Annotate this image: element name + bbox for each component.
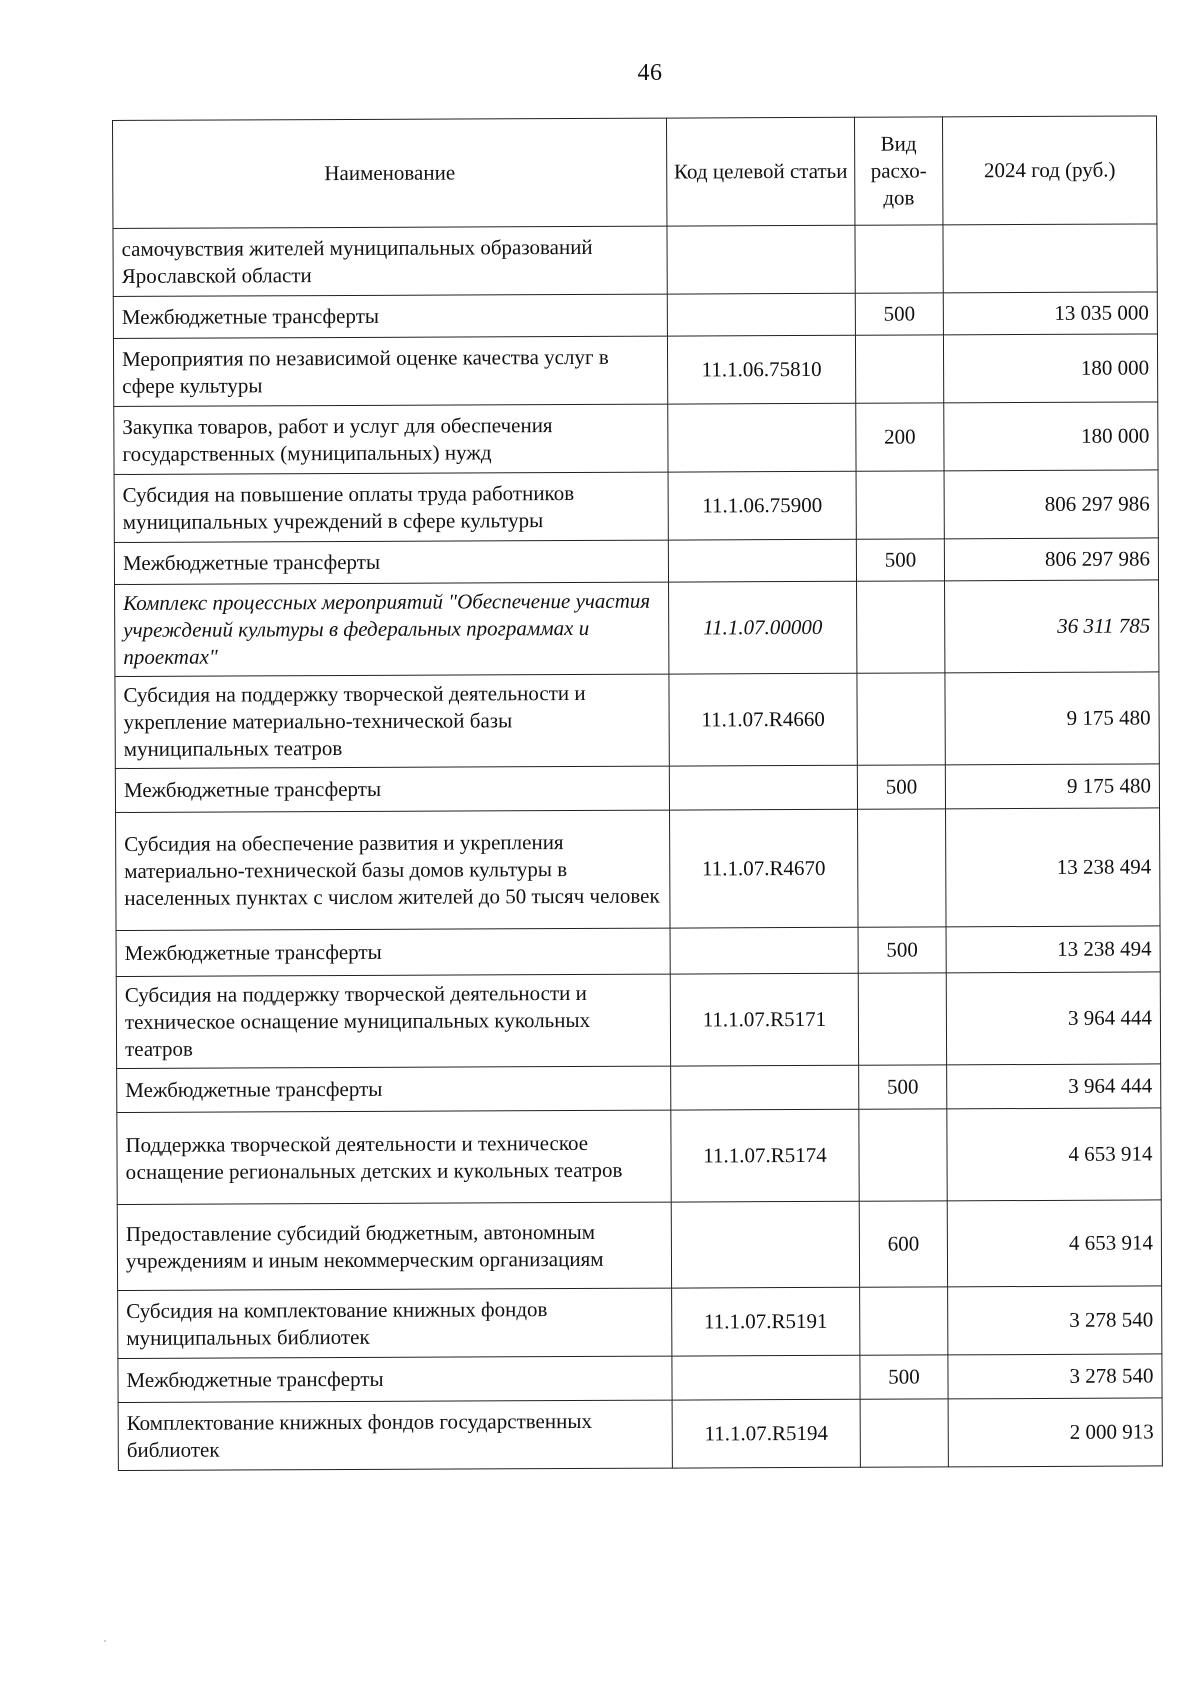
cell-code: 11.1.07.R5174 xyxy=(671,1109,859,1202)
cell-type xyxy=(857,673,945,765)
header-name: Наименование xyxy=(113,118,667,228)
cell-name: Межбюджетные трансферты xyxy=(113,294,667,338)
cell-amount: 806 297 986 xyxy=(944,470,1158,539)
table-row xyxy=(115,764,1159,813)
cell-code xyxy=(669,765,857,810)
cell-name: Субсидия на повышение оплаты труда работников муниципальных учреждений в сфере культуры xyxy=(114,472,668,542)
cell-amount: 9 175 480 xyxy=(945,672,1159,765)
cell-name: Закупка товаров, работ и услуг для обеспечения государственных (муниципальных) нужд xyxy=(114,404,668,474)
cell-amount: 9 175 480 xyxy=(945,764,1159,809)
cell-amount: 4 653 914 xyxy=(947,1108,1161,1201)
cell-type xyxy=(858,809,947,927)
table-row xyxy=(118,1398,1162,1471)
page-number: 46 xyxy=(637,60,663,86)
cell-code xyxy=(667,225,855,294)
table-row xyxy=(115,580,1159,677)
cell-amount: 806 297 986 xyxy=(944,538,1158,581)
cell-type: 200 xyxy=(856,403,944,471)
cell-name: Межбюджетные трансферты xyxy=(115,766,669,812)
table-header-row xyxy=(113,116,1157,229)
table-row xyxy=(114,402,1158,475)
cell-amount: 3 964 444 xyxy=(946,972,1160,1065)
cell-type xyxy=(858,973,946,1065)
cell-code: 11.1.07.R5194 xyxy=(672,1399,860,1468)
cell-amount xyxy=(943,224,1157,293)
table-row xyxy=(116,972,1160,1069)
cell-code: 11.1.07.R5191 xyxy=(672,1287,860,1356)
cell-amount: 3 964 444 xyxy=(947,1064,1161,1109)
cell-type xyxy=(856,471,944,539)
cell-amount: 4 653 914 xyxy=(947,1200,1161,1287)
cell-code xyxy=(670,927,858,974)
cell-name: Комплектование книжных фондов государственных библиотек xyxy=(118,1400,672,1470)
cell-amount: 36 311 785 xyxy=(945,580,1159,673)
cell-type: 500 xyxy=(859,1065,947,1109)
cell-type xyxy=(860,1399,948,1467)
cell-type xyxy=(855,335,943,403)
table-row xyxy=(114,538,1158,585)
table-row xyxy=(116,808,1161,931)
cell-type: 500 xyxy=(855,293,943,335)
cell-amount: 13 238 494 xyxy=(946,808,1161,927)
cell-name: Межбюджетные трансферты xyxy=(117,1066,671,1112)
table-row xyxy=(117,1200,1161,1291)
cell-type xyxy=(857,581,945,673)
cell-name: самочувствия жителей муниципальных образований Ярославской области xyxy=(113,226,667,296)
cell-code: 11.1.07.00000 xyxy=(669,581,857,674)
cell-code xyxy=(668,403,856,472)
cell-code xyxy=(671,1065,859,1110)
table-row xyxy=(118,1286,1162,1359)
header-amount: 2024 год (руб.) xyxy=(942,116,1156,225)
cell-name: Межбюджетные трансферты xyxy=(118,1356,672,1402)
cell-amount: 180 000 xyxy=(943,334,1157,403)
table-row xyxy=(116,926,1160,977)
header-type: Вид расхо-дов xyxy=(854,117,942,225)
cell-amount: 180 000 xyxy=(944,402,1158,471)
cell-name: Субсидия на обеспечение развития и укрепления материально-технической базы домов культуры в населенных пунктах с числом жителей до 50 тысяч человек xyxy=(116,810,671,930)
cell-type xyxy=(859,1109,947,1201)
cell-name: Межбюджетные трансферты xyxy=(114,540,668,584)
cell-type: 500 xyxy=(857,765,945,809)
cell-code: 11.1.06.75810 xyxy=(667,335,855,404)
cell-code xyxy=(671,1201,859,1288)
cell-name: Субсидия на поддержку творческой деятельности и укрепление материально-технической базы муниципальных театров xyxy=(115,674,669,768)
table-row xyxy=(117,1064,1161,1113)
table-row xyxy=(118,1354,1162,1403)
cell-amount: 3 278 540 xyxy=(948,1286,1162,1355)
cell-amount: 3 278 540 xyxy=(948,1354,1162,1399)
cell-code xyxy=(668,539,856,582)
cell-code: 11.1.07.R5171 xyxy=(670,973,858,1066)
scan-artifact xyxy=(104,1640,106,1642)
cell-name: Предоставление субсидий бюджетным, автономным учреждениям и иным некоммерческим организациям xyxy=(117,1202,671,1290)
header-code: Код целевой статьи xyxy=(666,117,854,226)
cell-amount: 13 035 000 xyxy=(943,292,1157,335)
cell-code: 11.1.06.75900 xyxy=(668,471,856,540)
cell-name: Субсидия на поддержку творческой деятельности и техническое оснащение муниципальных кукольных театров xyxy=(116,974,670,1068)
table-row xyxy=(113,292,1157,339)
budget-table xyxy=(112,115,1163,1471)
table-row xyxy=(113,334,1157,407)
cell-type xyxy=(855,225,943,293)
cell-amount: 13 238 494 xyxy=(946,926,1160,973)
cell-type: 500 xyxy=(856,539,944,581)
cell-type: 500 xyxy=(860,1355,948,1399)
cell-code: 11.1.07.R4670 xyxy=(670,809,859,928)
table-row xyxy=(113,224,1157,297)
cell-type: 600 xyxy=(859,1201,947,1287)
cell-code xyxy=(672,1355,860,1400)
cell-name: Комплекс процессных мероприятий "Обеспечение участия учреждений культуры в федеральных программах и проектах" xyxy=(115,582,669,676)
budget-sheet xyxy=(112,115,1163,1471)
cell-type xyxy=(860,1287,948,1355)
table-row xyxy=(115,672,1159,769)
cell-name: Поддержка творческой деятельности и техническое оснащение региональных детских и кукольных театров xyxy=(117,1110,671,1204)
cell-code: 11.1.07.R4660 xyxy=(669,673,857,766)
table-row xyxy=(117,1108,1161,1205)
cell-amount: 2 000 913 xyxy=(948,1398,1162,1467)
cell-name: Межбюджетные трансферты xyxy=(116,928,670,976)
table-body xyxy=(113,224,1162,1471)
cell-type: 500 xyxy=(858,927,946,973)
cell-code xyxy=(667,293,855,336)
cell-name: Субсидия на комплектование книжных фондов муниципальных библиотек xyxy=(118,1288,672,1358)
table-row xyxy=(114,470,1158,543)
cell-name: Мероприятия по независимой оценке качества услуг в сфере культуры xyxy=(113,336,667,406)
